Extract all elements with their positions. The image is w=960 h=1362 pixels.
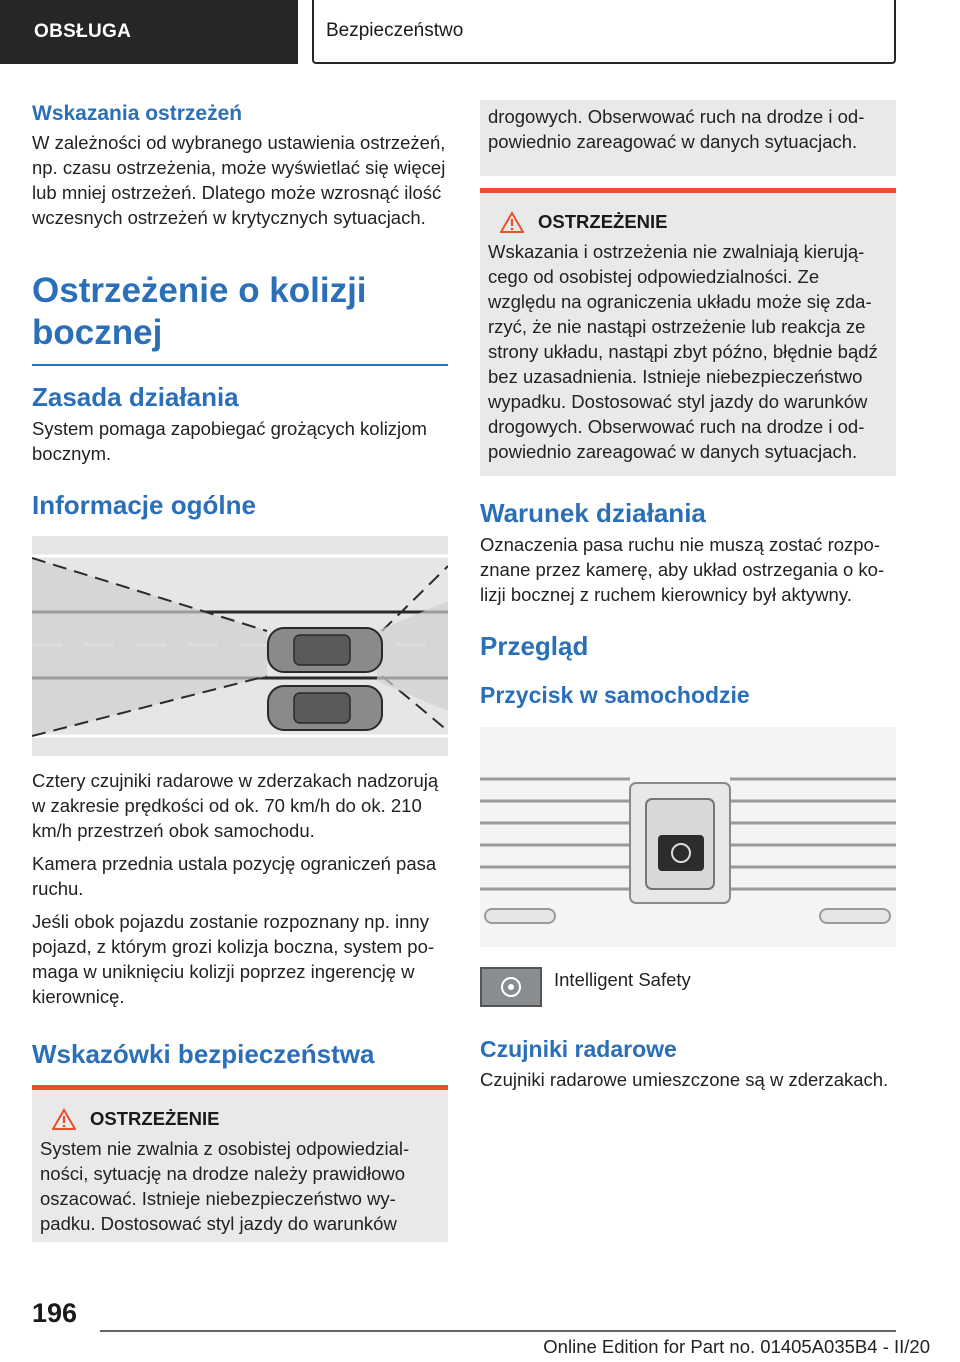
heading-czujniki: Czujniki radarowe	[480, 1036, 677, 1062]
paragraph-wskazania: W zależności od wybranego ustawienia ostrzeżeń, np. czasu ostrzeżenia, może wyświetlać się więcej lub mniej ostrzeżeń. Dlatego może wzrosnąć ilość wczesnych ostrzeżeń w krytycznych sytuacjach.	[32, 132, 446, 228]
warning-header	[488, 211, 888, 233]
heading-wskazania: Wskazania ostrzeżeń	[32, 102, 243, 125]
heading-przeglad: Przegląd	[480, 631, 589, 661]
warning-continuation-text: drogowych. Obserwować ruch na drodze i odpowiednio zareagować w danych sytuacjach.	[488, 106, 865, 152]
heading-zasada: Zasada działania	[32, 382, 239, 412]
right-column	[480, 100, 896, 1092]
car-icon	[268, 686, 382, 730]
page-number: 196	[32, 1298, 78, 1328]
warning-box	[480, 188, 896, 476]
radar-illustration	[32, 536, 448, 756]
paragraph-warunek: Oznaczenia pasa ruchu nie muszą zostać rozpoznane przez kamerę, aby układ ostrzegania o kolizji bocznej z ruchem kierownicy był aktywny.	[480, 534, 885, 605]
section-tab: OBSŁUGA	[0, 0, 298, 64]
heading-przycisk: Przycisk w samochodzie	[480, 682, 750, 708]
edition-text: Online Edition for Part no. 01405A035B4 - II/20	[543, 1336, 930, 1357]
page-header	[0, 0, 960, 66]
warning-icon	[500, 211, 524, 233]
paragraph-czujniki: Czujniki radarowe umieszczone są w zderzakach.	[480, 1069, 889, 1090]
warning-title: OSTRZEŻENIE	[538, 211, 668, 232]
button-photo	[480, 727, 896, 947]
warning-text: Wskazania i ostrzeżenia nie zwalniają kierującego od osobistej odpowiedzialności. Ze względu na ograniczenia układu może się zdarzyć, że nie nastąpi ostrzeżenie lub reakcja ze strony układu, nastąpi zbyt późno, błędnie bądź bez uzasadnienia. Istnieje niebezpieczeństwo wypadku. Dostosować styl jazdy do warunków drogowych. Obserwować ruch na drodze i odpowiednio zareagować w danych sytuacjach.	[488, 241, 878, 462]
warning-header	[40, 1108, 440, 1130]
heading-wskazowki: Wskazówki bezpieczeństwa	[32, 1039, 375, 1069]
paragraph-info-3: Jeśli obok pojazdu zostanie rozpoznany np. inny pojazd, z którym grozi kolizja boczna, system pomaga w uniknięciu kolizji poprzez ingerencję w kierownicę.	[32, 911, 435, 1007]
warning-text: System nie zwalnia z osobistej odpowiedzialności, sytuację na drodze należy prawidłowo oszacować. Istnieje niebezpieczeństwo wypadku. Dostosować styl jazdy do warunków	[40, 1138, 410, 1234]
heading-info: Informacje ogólne	[32, 490, 256, 520]
warning-box	[32, 1085, 448, 1242]
paragraph-info-1: Cztery czujniki radarowe w zderzakach nadzorują w zakresie prędkości od ok. 70 km/h do ok. 210 km/h przestrzeń obok samochodu.	[32, 770, 439, 841]
paragraph-info-2: Kamera przednia ustala pozycję ograniczeń pasa ruchu.	[32, 853, 437, 899]
icon-label: Intelligent Safety	[554, 969, 691, 990]
heading-warunek: Warunek działania	[480, 498, 706, 528]
icon-legend	[480, 967, 896, 1007]
main-heading: Ostrzeżenie o kolizji bocznej	[32, 270, 448, 366]
car-icon	[268, 628, 382, 672]
warning-title: OSTRZEŻENIE	[90, 1108, 220, 1129]
paragraph-zasada: System pomaga zapobiegać grożących kolizjom bocznym.	[32, 418, 427, 464]
chapter-tab: Bezpieczeństwo	[312, 0, 896, 64]
warning-icon	[52, 1108, 76, 1130]
intelligent-safety-icon	[480, 967, 542, 1007]
left-column	[32, 100, 448, 1242]
footer-divider	[100, 1330, 896, 1332]
warning-continuation	[480, 100, 896, 176]
